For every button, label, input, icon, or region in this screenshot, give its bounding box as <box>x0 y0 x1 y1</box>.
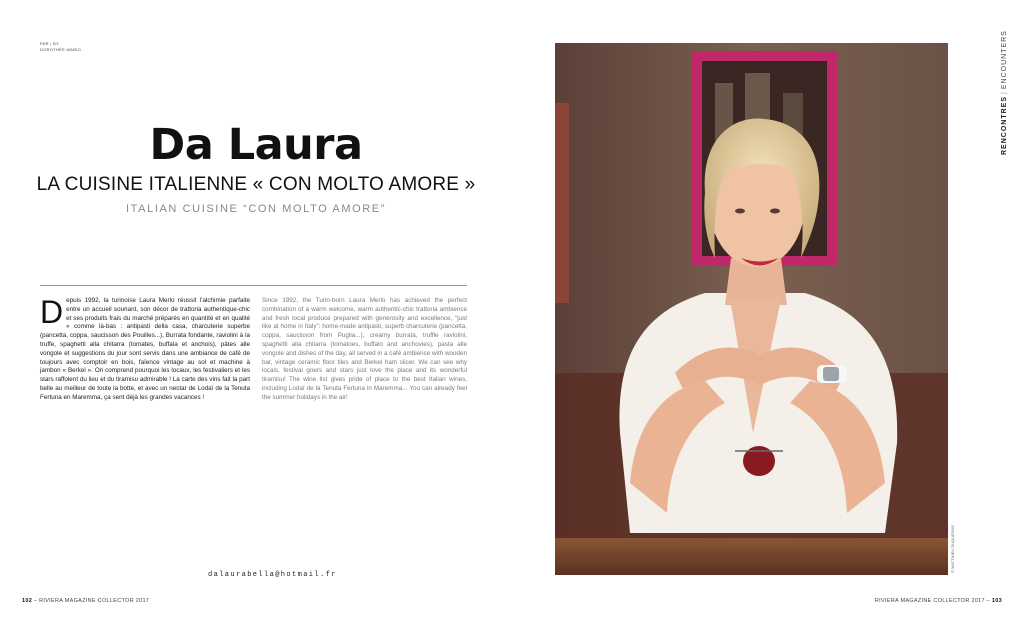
folio-left <box>22 598 149 604</box>
section-label-french: RENCONTRES <box>1001 95 1008 155</box>
divider-rule <box>40 285 467 286</box>
page-number-right: 103 <box>991 598 1002 604</box>
contact-email[interactable]: dalaurabella@hotmail.fr <box>208 571 337 579</box>
body-text-french: epuis 1992, la turinoise Laura Merlo réussit l'alchimie parfaite entre un accueil souriant, son décor de trattoria authentique-chic et ses produits frais du marché préparés en quantité et en qualité « comme là-bas : antipasti della casa, charcuterie superbe (pancetta, coppa, saucisson des Pouilles...), Burrata fondante, raviolini à la truffe, spaghetti alla chitarra (tomates, buffala et anchois), pâtes alle vongole et suggestions du jour sont servis dans une ambiance de café de toujours avec comptoir en bois, faïence vintage au sol et machine à jambon « Berkel ». On comprend pourquoi les locaux, les festivaliers et les stars raffolent du lieu et du tiramisu admirable ! La carte des vins fait la part belle au meilleur de toute la botte, et avec un nectar de Lodaï de la Tenuta Fertuna en Maremma, ça sent déjà les grandes vacances ! <box>40 297 250 401</box>
folio-right <box>875 598 1002 604</box>
portrait-illustration <box>555 43 948 575</box>
drop-cap: D <box>40 294 64 330</box>
wooden-table <box>555 538 948 575</box>
body-text-english: Since 1992, the Turin-born Laura Merlo has achieved the perfect combination of a warm welcome, warm authentic-chic trattoria ambience and fresh local produce prepared with generosity and excellence, “just like at home in Italy”: home-made antipasti, superb charcuterie (pancetta, coppa, saucisson from Puglia...), creamy burrata, truffle raviolini, spaghetti alla chitarra (tomatoes, buffalo and anchovies), pasta alle vongole and dishes of the day, all served in a café ambience with wooden bar, vintage ceramic floor tiles and Berkel ham slicer. We can see why locals, festival goers and stars just love the place and its wonderful tiramisu! The wine list gives pride of place to the best Italian wines, including Lodaï de la Tenuta Fertuna in Maremma... You can already feel the summer holidays in the air! <box>262 297 468 401</box>
left-frame-edge <box>555 103 569 303</box>
subtitle-french: LA CUISINE ITALIENNE « CON MOLTO AMORE » <box>36 174 476 195</box>
body-column-french <box>40 294 250 403</box>
byline-author: DOROTHÉE MARIO <box>40 47 82 52</box>
folio-left-text: – RIVIERA MAGAZINE COLLECTOR 2017 <box>32 598 150 604</box>
section-label-separator: | <box>1001 91 1008 94</box>
portrait-photo <box>555 43 948 575</box>
photo-credit: © MATTHIEU DUQUESNE <box>950 525 955 573</box>
page-number-left: 102 <box>22 598 33 604</box>
byline <box>40 41 81 53</box>
folio-right-text: RIVIERA MAGAZINE COLLECTOR 2017 – <box>874 598 992 604</box>
section-label-english: ENCOUNTERS <box>1001 30 1008 90</box>
section-label <box>1001 30 1013 155</box>
subtitle-english: ITALIAN CUISINE “CON MOLTO AMORE” <box>126 203 386 215</box>
byline-label: PAR | BY <box>40 41 59 46</box>
article-title: Da Laura <box>149 120 363 170</box>
body-column-english <box>262 297 467 403</box>
